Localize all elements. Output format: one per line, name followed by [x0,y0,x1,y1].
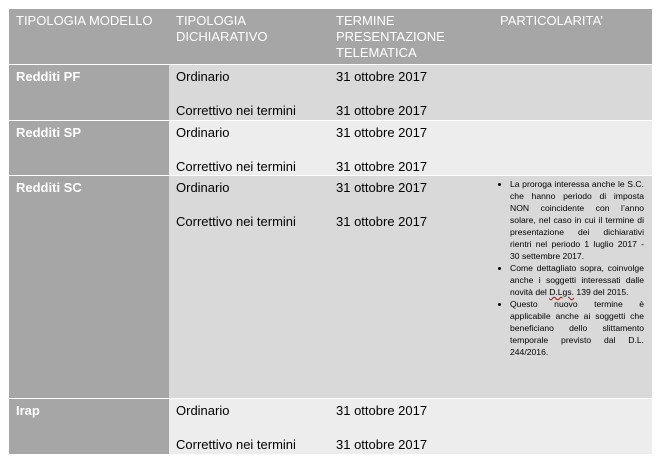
row-date-pf [329,65,490,120]
type-ordinario: Ordinario [176,403,230,418]
date-ordinario: 31 ottobre 2017 [336,180,428,195]
deadlines-table [9,9,652,454]
note-item: • Questo nuovo termine è applicabile anche ai soggetti che beneficiano dello slittamento temporale previsto dal D.L. 244/2016. [510,298,644,358]
row-type-irap [169,399,329,454]
notes-list [496,178,644,358]
date-correttivo: 31 ottobre 2017 [336,437,428,452]
row-type-sp [169,121,329,175]
note-item: • Come dettagliato sopra, coinvolge anche i soggetti interessati dalle novità del D.Lgs. 139 del 2015. [510,262,644,298]
header-termine: TERMINE PRESENTAZIONE TELEMATICA [329,9,490,64]
type-correttivo: Correttivo nei termini [176,103,296,118]
date-ordinario: 31 ottobre 2017 [336,69,428,84]
row-model-sc: Redditi SC [9,176,169,398]
header-particolarita: PARTICOLARITA’ [490,9,652,64]
row-type-sc [169,176,329,398]
type-ordinario: Ordinario [176,69,230,84]
row-model-sp: Redditi SP [9,121,169,175]
date-ordinario: 31 ottobre 2017 [336,125,428,140]
note-item: • La proroga interessa anche le S.C. che hanno periodo di imposta NON coincidente con l’anno solare, nel caso in cui il termine di presentazione dei dichiarativi rientri nel periodo 1 luglio 2017 - 30 settembre 2017. [510,178,644,262]
type-correttivo: Correttivo nei termini [176,214,296,229]
type-ordinario: Ordinario [176,125,230,140]
row-model-pf: Redditi PF [9,65,169,120]
row-model-irap: Irap [9,399,169,454]
row-notes-pf [490,65,652,120]
row-date-sc [329,176,490,398]
row-notes-sp [490,121,652,175]
header-dichiarativo: TIPOLOGIA DICHIARATIVO [169,9,329,64]
date-ordinario: 31 ottobre 2017 [336,403,428,418]
header-modello: TIPOLOGIA MODELLO [9,9,169,64]
type-ordinario: Ordinario [176,180,230,195]
row-notes-sc [490,176,652,398]
date-correttivo: 31 ottobre 2017 [336,103,428,118]
date-correttivo: 31 ottobre 2017 [336,214,428,229]
row-date-sp [329,121,490,175]
type-correttivo: Correttivo nei termini [176,159,296,174]
row-type-pf [169,65,329,120]
type-correttivo: Correttivo nei termini [176,437,296,452]
date-correttivo: 31 ottobre 2017 [336,159,428,174]
row-notes-irap [490,399,652,454]
row-date-irap [329,399,490,454]
